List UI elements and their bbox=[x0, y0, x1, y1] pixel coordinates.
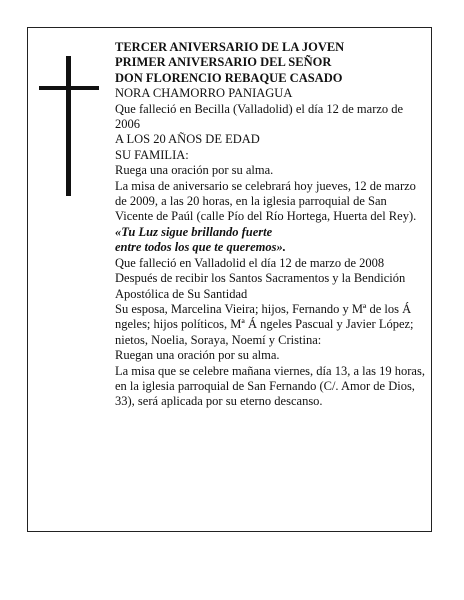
death-notice-becilla: Que falleció en Becilla (Valladolid) el día 12 de marzo de 2006 bbox=[115, 101, 404, 132]
sacraments-line: Después de recibir los Santos Sacramentos y la Bendición Apostólica de Su Santidad bbox=[115, 271, 406, 301]
deceased-name: NORA CHAMORRO PANIAGUA bbox=[115, 86, 293, 101]
header-line-1: TERCER ANIVERSARIO DE LA JOVEN bbox=[115, 40, 345, 54]
cross-icon bbox=[39, 56, 99, 196]
header-line-2: PRIMER ANIVERSARIO DEL SEÑOR bbox=[115, 55, 332, 70]
age-line: A LOS 20 AÑOS DE EDAD bbox=[115, 132, 260, 147]
notice-text bbox=[115, 40, 425, 410]
header-line-3: DON FLORENCIO REBAQUE CASADO bbox=[115, 70, 343, 85]
mass-announcement-1: La misa de aniversario se celebrará hoy jueves, 12 de marzo de 2009, a las 20 horas, en la iglesia parroquial de San Vicente de Paúl (calle Pío del Río Hortega, Huerta del Rey). bbox=[115, 178, 417, 224]
family-heading: SU FAMILIA: bbox=[115, 147, 189, 162]
death-notice-valladolid: Que falleció en Valladolid el día 12 de marzo de 2008 bbox=[115, 255, 385, 270]
cross-vertical-bar bbox=[66, 56, 71, 196]
prayer-request-1: Ruega una oración por su alma. bbox=[115, 163, 274, 178]
prayer-request-2: Ruegan una oración por su alma. bbox=[115, 348, 280, 363]
quote-line-2: entre todos los que te queremos». bbox=[115, 240, 286, 255]
mass-announcement-2: La misa que se celebre mañana viernes, día 13, a las 19 horas, en la iglesia parroquial de San Fernando (C/. Amor de Dios, 33), será aplicada por su eterno descanso. bbox=[115, 363, 425, 409]
quote-line-1: «Tu Luz sigue brillando fuerte bbox=[115, 224, 273, 239]
relatives-list: Su esposa, Marcelina Vieira; hijos, Fernando y Mª de los Á ngeles; hijos políticos, Mª Á ngeles Pascual y Javier López; nietos, Noelia, Soraya, Noemí y Cristina: bbox=[115, 301, 414, 347]
cross-horizontal-bar bbox=[39, 86, 99, 90]
